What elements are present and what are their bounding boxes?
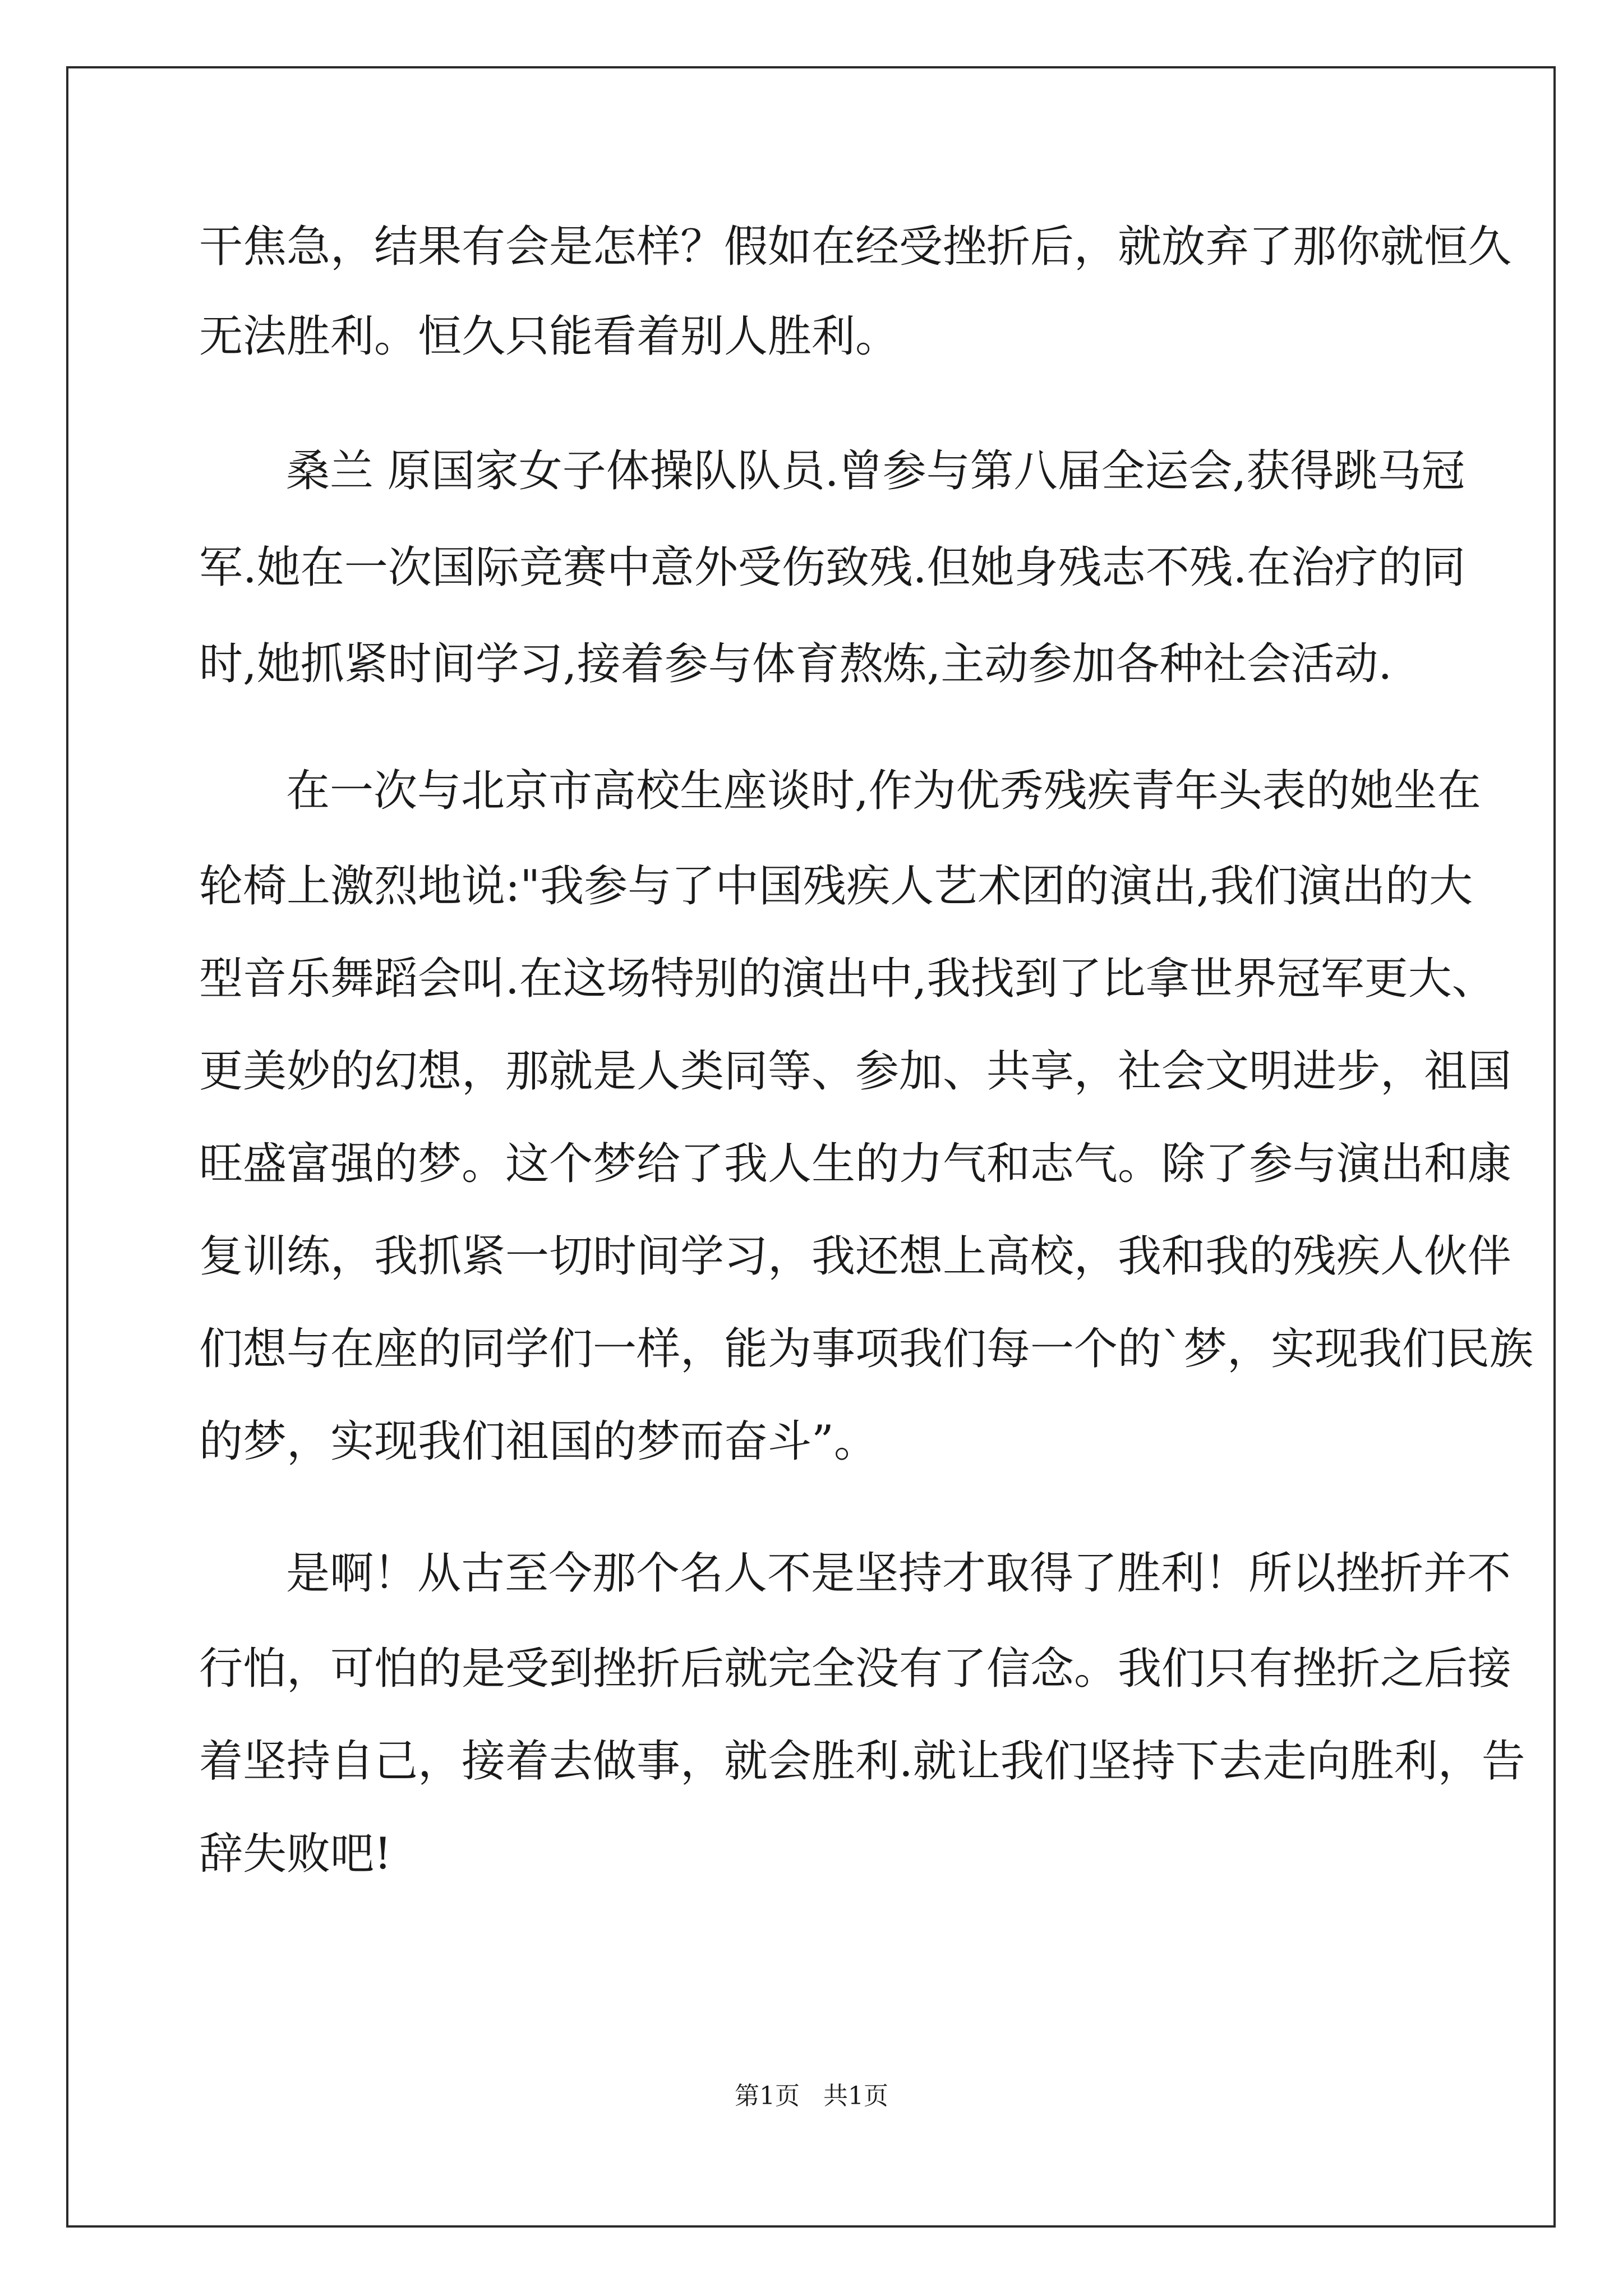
text-line-12: 们想与在座的同学们一样，能为事项我们每一个的`梦，实现我们民族 bbox=[199, 1324, 1534, 1374]
text-line-15: 行怕，可怕的是受到挫折后就完全没有了信念。我们只有挫折之后接 bbox=[199, 1644, 1512, 1694]
text-line-3: 桑兰 原国家女子体操队队员.曾参与第八届全运会,获得跳马冠 bbox=[286, 446, 1465, 496]
page-footer: 第1页 共1页 bbox=[735, 2082, 888, 2110]
text-line-4: 军.她在一次国际竞赛中意外受伤致残.但她身残志不残.在治疗的同 bbox=[199, 542, 1466, 593]
text-line-6: 在一次与北京市高校生座谈时,作为优秀残疾青年头表的她坐在 bbox=[286, 766, 1481, 816]
text-line-16: 着坚持自己，接着去做事，就会胜利.就让我们坚持下去走向胜利，告 bbox=[199, 1736, 1525, 1787]
text-line-13: 的梦，实现我们祖国的梦而奋斗”。 bbox=[199, 1416, 878, 1467]
text-line-7: 轮椅上激烈地说:"我参与了中国残疾人艺术团的演出,我们演出的大 bbox=[199, 861, 1473, 912]
text-line-9: 更美妙的幻想，那就是人类同等、参加、共享，社会文明进步，祖国 bbox=[199, 1046, 1512, 1097]
text-line-1: 干焦急，结果有会是怎样？假如在经受挫折后，就放弃了那你就恒久 bbox=[199, 222, 1512, 272]
text-line-5: 时,她抓紧时间学习,接着参与体育熬炼,主动参加各种社会活动. bbox=[199, 639, 1393, 689]
text-line-17: 辞失败吧! bbox=[199, 1829, 392, 1879]
text-line-11: 复训练，我抓紧一切时间学习，我还想上高校，我和我的残疾人伙伴 bbox=[199, 1231, 1512, 1282]
text-line-2: 无法胜利。恒久只能看着别人胜利。 bbox=[199, 311, 900, 362]
text-line-8: 型音乐舞蹈会叫.在这场特别的演出中,我找到了比拿世界冠军更大、 bbox=[199, 954, 1496, 1004]
text-line-14: 是啊！从古至今那个名人不是坚持才取得了胜利！所以挫折并不 bbox=[286, 1548, 1511, 1599]
text-line-10: 旺盛富强的梦。这个梦给了我人生的力气和志气。除了参与演出和康 bbox=[199, 1139, 1512, 1189]
